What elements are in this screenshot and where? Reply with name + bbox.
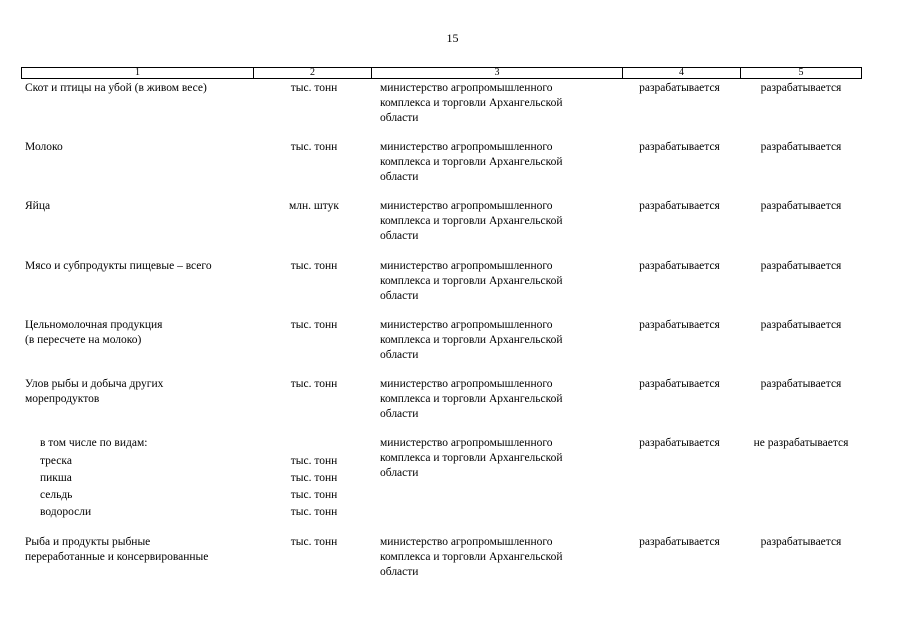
breakdown-item bbox=[0, 470, 905, 487]
breakdown-item bbox=[0, 504, 905, 521]
unit: тыс. тонн bbox=[290, 472, 338, 484]
page-number: 15 bbox=[446, 31, 459, 45]
unit: тыс. тонн bbox=[290, 506, 338, 518]
indicator-name: Улов рыбы и добыча других морепродуктов bbox=[25, 378, 164, 405]
breakdown-item bbox=[0, 487, 905, 504]
breakdown-item-name: пикша bbox=[40, 472, 72, 484]
status-col5: разрабатывается bbox=[760, 319, 842, 331]
column-number-1: 1 bbox=[22, 68, 254, 78]
status-col5: разрабатывается bbox=[760, 378, 842, 390]
status-col5: разрабатывается bbox=[760, 536, 842, 548]
unit: млн. штук bbox=[289, 200, 339, 212]
unit: тыс. тонн bbox=[290, 260, 338, 272]
breakdown-header: в том числе по видам: bbox=[40, 437, 148, 449]
indicator-name bbox=[25, 436, 265, 451]
status-col4: разрабатывается bbox=[639, 82, 720, 94]
column-number-2: 2 bbox=[254, 68, 372, 78]
indicator-name: Цельномолочная продукция (в пересчете на молоко) bbox=[25, 319, 163, 346]
status-col5: разрабатывается bbox=[760, 141, 842, 153]
unit: тыс. тонн bbox=[290, 489, 338, 501]
indicator-name: Мясо и субпродукты пищевые – всего bbox=[25, 260, 212, 272]
indicator-name: Яйца bbox=[25, 200, 51, 212]
responsible-agency: министерство агропромышленного комплекса и торговли Архангельской области bbox=[380, 319, 563, 361]
responsible-agency: министерство агропромышленного комплекса и торговли Архангельской области bbox=[380, 437, 563, 479]
column-number-3: 3 bbox=[372, 68, 623, 78]
indicator-name: Молоко bbox=[25, 141, 63, 153]
responsible-agency: министерство агропромышленного комплекса и торговли Архангельской области bbox=[380, 260, 563, 302]
responsible-agency: министерство агропромышленного комплекса и торговли Архангельской области bbox=[380, 378, 563, 420]
status-col5: разрабатывается bbox=[760, 260, 842, 272]
responsible-agency: министерство агропромышленного комплекса и торговли Архангельской области bbox=[380, 141, 563, 183]
status-col4: разрабатывается bbox=[639, 200, 720, 212]
breakdown-item bbox=[0, 453, 905, 470]
unit: тыс. тонн bbox=[290, 536, 338, 548]
unit: тыс. тонн bbox=[290, 378, 338, 390]
responsible-agency: министерство агропромышленного комплекса и торговли Архангельской области bbox=[380, 536, 563, 578]
status-col4: разрабатывается bbox=[639, 536, 720, 548]
column-number-4: 4 bbox=[623, 68, 741, 78]
status-col5: разрабатывается bbox=[760, 200, 842, 212]
unit: тыс. тонн bbox=[290, 82, 338, 94]
unit: тыс. тонн bbox=[290, 455, 338, 467]
breakdown-item-name: водоросли bbox=[40, 506, 92, 518]
status-col4: разрабатывается bbox=[639, 378, 720, 390]
status-col4: разрабатывается bbox=[639, 141, 720, 153]
status-col5: не разрабатывается bbox=[753, 437, 849, 449]
responsible-agency: министерство агропромышленного комплекса и торговли Архангельской области bbox=[380, 82, 563, 124]
status-col4: разрабатывается bbox=[639, 437, 720, 449]
responsible-agency: министерство агропромышленного комплекса и торговли Архангельской области bbox=[380, 200, 563, 242]
breakdown-item-name: треска bbox=[40, 455, 72, 467]
indicator-name: Скот и птицы на убой (в живом весе) bbox=[25, 82, 207, 94]
status-col4: разрабатывается bbox=[639, 260, 720, 272]
indicator-name: Рыба и продукты рыбные переработанные и консервированные bbox=[25, 536, 209, 563]
status-col4: разрабатывается bbox=[639, 319, 720, 331]
breakdown-item-name: сельдь bbox=[40, 489, 73, 501]
unit: тыс. тонн bbox=[290, 319, 338, 331]
status-col5: разрабатывается bbox=[760, 82, 842, 94]
column-number-5: 5 bbox=[798, 67, 804, 78]
unit: тыс. тонн bbox=[290, 141, 338, 153]
table-column-numbers bbox=[21, 67, 862, 79]
